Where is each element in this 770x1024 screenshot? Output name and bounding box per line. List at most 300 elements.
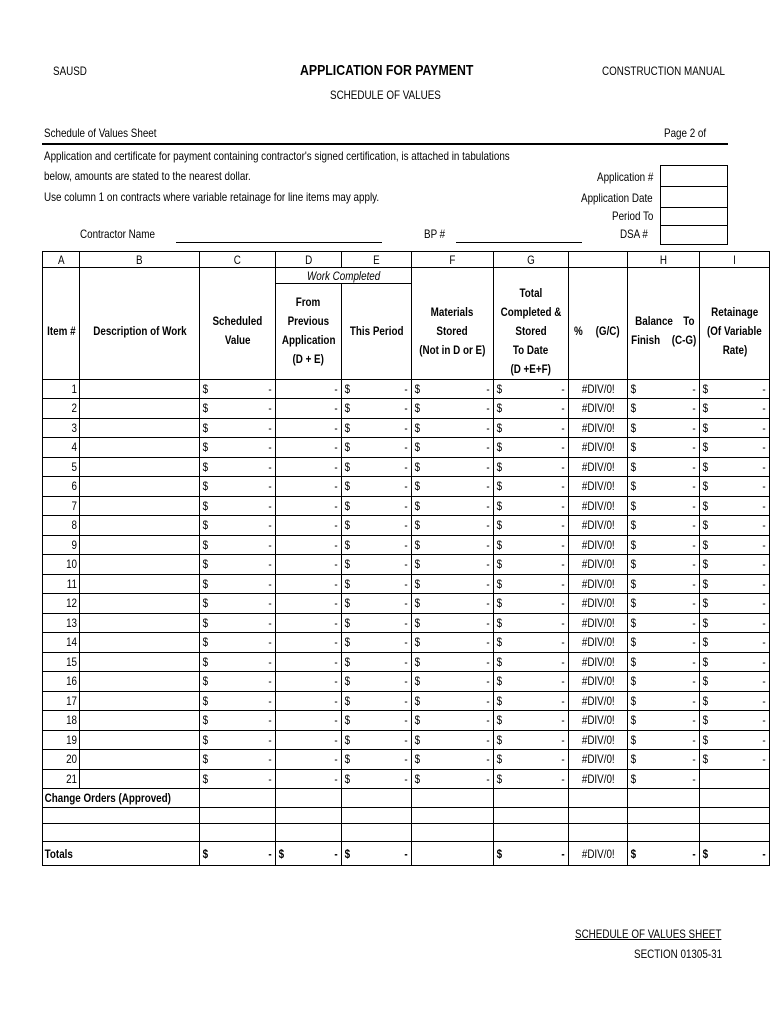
retainage-cell[interactable] <box>700 438 770 458</box>
dash-value: - <box>762 596 766 611</box>
balance-cell[interactable] <box>628 477 700 497</box>
blank-cell[interactable] <box>568 824 628 842</box>
scheduled-value-cell[interactable] <box>200 496 276 516</box>
dollar-sign: $ <box>630 420 637 435</box>
balance-cell[interactable] <box>628 672 700 692</box>
total-completed-cell[interactable] <box>493 399 568 419</box>
retainage-cell[interactable] <box>700 555 770 575</box>
description-cell[interactable] <box>80 730 200 750</box>
blank-cell[interactable] <box>628 808 700 824</box>
retainage-cell[interactable] <box>700 672 770 692</box>
scheduled-value-cell[interactable] <box>200 594 276 614</box>
percent-cell: #DIV/0! <box>568 691 628 711</box>
balance-cell[interactable] <box>628 535 700 555</box>
from-previous-cell[interactable] <box>275 399 341 419</box>
this-period-cell[interactable] <box>342 750 412 770</box>
dash-value: - <box>762 654 766 669</box>
materials-stored-cell[interactable] <box>411 496 493 516</box>
total-completed-cell[interactable] <box>493 613 568 633</box>
description-cell[interactable] <box>80 477 200 497</box>
period-to-field[interactable] <box>660 207 728 226</box>
change-orders-cell[interactable] <box>275 789 341 808</box>
dash-value: - <box>560 846 565 861</box>
description-cell[interactable] <box>80 574 200 594</box>
balance-cell[interactable] <box>628 594 700 614</box>
description-cell[interactable] <box>80 555 200 575</box>
table-row <box>43 574 770 594</box>
total-completed-cell[interactable] <box>493 555 568 575</box>
dash-value: - <box>334 752 338 767</box>
description-cell[interactable] <box>80 457 200 477</box>
from-previous-cell[interactable] <box>275 613 341 633</box>
materials-stored-cell[interactable] <box>411 535 493 555</box>
dash-value: - <box>762 381 766 396</box>
change-orders-cell[interactable] <box>568 789 628 808</box>
item-number: 10 <box>43 555 80 575</box>
materials-stored-cell[interactable] <box>411 379 493 399</box>
dollar-sign: $ <box>344 732 351 747</box>
scheduled-value-cell[interactable] <box>200 477 276 497</box>
this-period-cell[interactable] <box>342 555 412 575</box>
description-cell[interactable] <box>80 691 200 711</box>
balance-cell[interactable] <box>628 418 700 438</box>
materials-stored-cell[interactable] <box>411 594 493 614</box>
balance-cell[interactable] <box>628 750 700 770</box>
total-completed-cell[interactable] <box>493 652 568 672</box>
table-row <box>43 379 770 399</box>
balance-cell[interactable] <box>628 438 700 458</box>
description-cell[interactable] <box>80 769 200 789</box>
dash-value: - <box>268 498 272 513</box>
dollar-sign: $ <box>344 440 351 455</box>
dollar-sign: $ <box>414 674 421 689</box>
dash-value: - <box>762 674 766 689</box>
blank-cell[interactable] <box>411 824 493 842</box>
dash-value: - <box>334 654 338 669</box>
balance-cell[interactable] <box>628 691 700 711</box>
from-previous-cell[interactable] <box>275 711 341 731</box>
dash-value: - <box>560 752 565 767</box>
item-number: 14 <box>43 633 80 653</box>
balance-cell[interactable] <box>628 652 700 672</box>
table-row <box>43 730 770 750</box>
description-cell[interactable] <box>80 711 200 731</box>
dash-value: - <box>692 576 696 591</box>
description-cell[interactable] <box>80 594 200 614</box>
this-period-cell[interactable] <box>342 711 412 731</box>
description-header: Description of Work <box>80 284 200 380</box>
item-no-header: Item # <box>43 284 80 380</box>
dash-value: - <box>560 596 565 611</box>
total-completed-cell[interactable] <box>493 535 568 555</box>
from-previous-cell[interactable] <box>275 750 341 770</box>
retainage-cell[interactable] <box>700 633 770 653</box>
from-previous-cell[interactable] <box>275 633 341 653</box>
total-completed <box>493 842 568 866</box>
total-completed-cell[interactable] <box>493 496 568 516</box>
dash-value: - <box>334 420 338 435</box>
scheduled-value-cell[interactable] <box>200 535 276 555</box>
dash-value: - <box>560 381 565 396</box>
percent-cell: #DIV/0! <box>568 730 628 750</box>
scheduled-value-cell[interactable] <box>200 379 276 399</box>
materials-stored-cell[interactable] <box>411 418 493 438</box>
table-row <box>43 535 770 555</box>
blank-cell[interactable] <box>493 824 568 842</box>
description-cell[interactable] <box>80 652 200 672</box>
scheduled-value-cell[interactable] <box>200 672 276 692</box>
from-previous-cell[interactable] <box>275 516 341 536</box>
this-period-cell[interactable] <box>342 457 412 477</box>
from-previous-cell[interactable] <box>275 496 341 516</box>
change-orders-cell[interactable] <box>628 789 700 808</box>
this-period-cell[interactable] <box>342 769 412 789</box>
cg-word: (C-G) <box>671 333 697 347</box>
scheduled-value-cell[interactable] <box>200 691 276 711</box>
dash-value: - <box>485 557 490 572</box>
retainage-cell[interactable] <box>700 477 770 497</box>
scheduled-value-cell[interactable] <box>200 418 276 438</box>
table-row <box>43 652 770 672</box>
from-previous-cell[interactable] <box>275 555 341 575</box>
dash-value: - <box>334 596 338 611</box>
dash-value: - <box>762 537 766 552</box>
materials-stored-cell[interactable] <box>411 457 493 477</box>
scheduled-value-header: Scheduled Value <box>200 284 276 380</box>
dash-value: - <box>404 635 408 650</box>
balance-cell[interactable] <box>628 574 700 594</box>
retainage-cell[interactable] <box>700 399 770 419</box>
scheduled-value-cell[interactable] <box>200 399 276 419</box>
total-completed-cell[interactable] <box>493 477 568 497</box>
dash-value: - <box>762 732 766 747</box>
scheduled-value-cell[interactable] <box>200 516 276 536</box>
materials-stored-cell[interactable] <box>411 574 493 594</box>
scheduled-value-cell[interactable] <box>200 555 276 575</box>
retainage-cell[interactable] <box>700 730 770 750</box>
totals-label: Totals <box>43 842 200 866</box>
dash-value: - <box>334 381 338 396</box>
dollar-sign: $ <box>630 459 637 474</box>
dollar-sign: $ <box>344 752 351 767</box>
table-row <box>43 438 770 458</box>
description-cell[interactable] <box>80 399 200 419</box>
retainage-cell[interactable] <box>700 613 770 633</box>
this-period-cell[interactable] <box>342 438 412 458</box>
total-completed-cell[interactable] <box>493 594 568 614</box>
dash-value: - <box>334 615 338 630</box>
description-cell[interactable] <box>80 379 200 399</box>
this-period-cell[interactable] <box>342 574 412 594</box>
retainage-cell[interactable] <box>700 691 770 711</box>
materials-stored-cell[interactable] <box>411 399 493 419</box>
scheduled-value-cell[interactable] <box>200 730 276 750</box>
balance-cell[interactable] <box>628 633 700 653</box>
blank-cell[interactable] <box>493 808 568 824</box>
from-previous-cell[interactable] <box>275 438 341 458</box>
retainage-cell[interactable] <box>700 652 770 672</box>
materials-stored-cell[interactable] <box>411 555 493 575</box>
dollar-sign: $ <box>344 498 351 513</box>
total-completed-cell[interactable] <box>493 691 568 711</box>
dollar-sign: $ <box>496 420 502 435</box>
retainage-cell[interactable] <box>700 496 770 516</box>
retainage-cell[interactable] <box>700 769 770 789</box>
retainage-cell[interactable] <box>700 574 770 594</box>
dash-value: - <box>560 674 565 689</box>
total-percent: #DIV/0! <box>568 842 628 866</box>
percent-cell: #DIV/0! <box>568 418 628 438</box>
blank-cell[interactable] <box>43 808 200 824</box>
dollar-sign: $ <box>278 846 284 861</box>
change-orders-cell[interactable] <box>411 789 493 808</box>
dollar-sign: $ <box>630 713 637 728</box>
dollar-sign: $ <box>202 635 209 650</box>
dash-value: - <box>485 420 490 435</box>
application-date-field[interactable] <box>660 186 728 208</box>
dash-value: - <box>560 654 565 669</box>
bp-field[interactable] <box>456 242 582 243</box>
dollar-sign: $ <box>630 846 637 861</box>
dollar-sign: $ <box>414 615 421 630</box>
from-previous-cell[interactable] <box>275 379 341 399</box>
this-period-cell[interactable] <box>342 379 412 399</box>
description-cell[interactable] <box>80 418 200 438</box>
this-period-cell[interactable] <box>342 516 412 536</box>
finish-word: Finish <box>631 333 661 347</box>
total-completed-cell[interactable] <box>493 457 568 477</box>
this-period-cell[interactable] <box>342 496 412 516</box>
total-completed-cell[interactable] <box>493 750 568 770</box>
dollar-sign: $ <box>202 557 209 572</box>
materials-stored-cell[interactable] <box>411 633 493 653</box>
page-number: Page 2 of <box>664 126 707 140</box>
balance-cell[interactable] <box>628 516 700 536</box>
dash-value: - <box>560 498 565 513</box>
contractor-name-field[interactable] <box>176 242 382 243</box>
blank-cell[interactable] <box>275 808 341 824</box>
dash-value: - <box>334 537 338 552</box>
this-period-cell[interactable] <box>342 613 412 633</box>
dsa-field[interactable] <box>660 225 728 245</box>
description-cell[interactable] <box>80 516 200 536</box>
total-completed-cell[interactable] <box>493 672 568 692</box>
dash-value: - <box>485 693 490 708</box>
blank-cell[interactable] <box>342 808 412 824</box>
scheduled-value-cell[interactable] <box>200 574 276 594</box>
total-completed-cell[interactable] <box>493 769 568 789</box>
dollar-sign: $ <box>702 635 709 650</box>
dollar-sign: $ <box>496 381 502 396</box>
dash-value: - <box>485 576 490 591</box>
balance-cell[interactable] <box>628 730 700 750</box>
from-previous-cell[interactable] <box>275 535 341 555</box>
column-letter-b: B <box>80 252 200 268</box>
blank-cell[interactable] <box>568 808 628 824</box>
blank-cell[interactable] <box>43 824 200 842</box>
from-previous-cell[interactable] <box>275 691 341 711</box>
description-cell[interactable] <box>80 750 200 770</box>
dollar-sign: $ <box>630 693 637 708</box>
dash-value: - <box>485 401 490 416</box>
total-completed-cell[interactable] <box>493 418 568 438</box>
dollar-sign: $ <box>702 674 709 689</box>
this-period-cell[interactable] <box>342 477 412 497</box>
balance-cell[interactable] <box>628 711 700 731</box>
retainage-cell[interactable] <box>700 535 770 555</box>
total-completed-cell[interactable] <box>493 711 568 731</box>
description-cell[interactable] <box>80 496 200 516</box>
change-orders-cell[interactable] <box>200 789 276 808</box>
header-band-cell <box>200 268 276 284</box>
dash-value: - <box>560 713 565 728</box>
description-cell[interactable] <box>80 633 200 653</box>
dash-value: - <box>692 693 696 708</box>
retainage-cell[interactable] <box>700 457 770 477</box>
blank-cell[interactable] <box>700 808 770 824</box>
total-balance <box>628 842 700 866</box>
balance-cell[interactable] <box>628 457 700 477</box>
table-row <box>43 516 770 536</box>
from-previous-cell[interactable] <box>275 574 341 594</box>
dollar-sign: $ <box>414 596 421 611</box>
materials-stored-cell[interactable] <box>411 711 493 731</box>
balance-cell[interactable] <box>628 399 700 419</box>
dollar-sign: $ <box>630 537 637 552</box>
dash-value: - <box>692 674 696 689</box>
from-previous-cell[interactable] <box>275 594 341 614</box>
change-orders-cell[interactable] <box>342 789 412 808</box>
change-orders-cell[interactable] <box>700 789 770 808</box>
this-period-cell[interactable] <box>342 672 412 692</box>
column-letter-e: E <box>342 252 412 268</box>
balance-cell[interactable] <box>628 613 700 633</box>
total-completed-cell[interactable] <box>493 516 568 536</box>
dash-value: - <box>692 615 696 630</box>
table-row <box>43 418 770 438</box>
balance-cell[interactable] <box>628 496 700 516</box>
total-completed-cell[interactable] <box>493 730 568 750</box>
retainage-cell[interactable] <box>700 594 770 614</box>
this-period-cell[interactable] <box>342 594 412 614</box>
from-previous-cell[interactable] <box>275 418 341 438</box>
balance-word: Balance <box>635 314 673 328</box>
scheduled-value-cell[interactable] <box>200 711 276 731</box>
total-completed-cell[interactable] <box>493 633 568 653</box>
dash-value: - <box>404 518 408 533</box>
blank-cell[interactable] <box>700 824 770 842</box>
from-previous-cell[interactable] <box>275 672 341 692</box>
dollar-sign: $ <box>630 732 637 747</box>
dollar-sign: $ <box>630 401 637 416</box>
dash-value: - <box>404 479 408 494</box>
item-number: 2 <box>43 399 80 419</box>
scheduled-value-cell[interactable] <box>200 652 276 672</box>
blank-cell[interactable] <box>200 808 276 824</box>
dash-value: - <box>404 693 408 708</box>
total-completed-cell[interactable] <box>493 574 568 594</box>
scheduled-value-cell[interactable] <box>200 750 276 770</box>
from-previous-cell[interactable] <box>275 730 341 750</box>
item-number: 1 <box>43 379 80 399</box>
total-completed-cell[interactable] <box>493 379 568 399</box>
dash-value: - <box>692 537 696 552</box>
materials-stored-cell[interactable] <box>411 769 493 789</box>
description-cell[interactable] <box>80 672 200 692</box>
scheduled-value-cell[interactable] <box>200 633 276 653</box>
materials-stored-cell[interactable] <box>411 477 493 497</box>
retainage-cell[interactable] <box>700 418 770 438</box>
description-cell[interactable] <box>80 438 200 458</box>
balance-cell[interactable] <box>628 555 700 575</box>
change-orders-cell[interactable] <box>493 789 568 808</box>
table-row <box>43 691 770 711</box>
this-period-cell[interactable] <box>342 652 412 672</box>
from-previous-cell[interactable] <box>275 477 341 497</box>
scheduled-value-cell[interactable] <box>200 438 276 458</box>
materials-stored-cell[interactable] <box>411 516 493 536</box>
materials-stored-cell[interactable] <box>411 750 493 770</box>
materials-stored-cell[interactable] <box>411 730 493 750</box>
dollar-sign: $ <box>414 537 421 552</box>
blank-cell[interactable] <box>275 824 341 842</box>
this-period-cell[interactable] <box>342 535 412 555</box>
dash-value: - <box>692 440 696 455</box>
dash-value: - <box>762 576 766 591</box>
dash-value: - <box>485 615 490 630</box>
scheduled-value-cell[interactable] <box>200 613 276 633</box>
retainage-cell[interactable] <box>700 750 770 770</box>
blank-cell[interactable] <box>342 824 412 842</box>
blank-cell[interactable] <box>200 824 276 842</box>
balance-cell[interactable] <box>628 379 700 399</box>
dash-value: - <box>485 732 490 747</box>
dash-value: - <box>404 615 408 630</box>
materials-stored-cell[interactable] <box>411 691 493 711</box>
scheduled-value-cell[interactable] <box>200 769 276 789</box>
this-period-cell[interactable] <box>342 730 412 750</box>
blank-cell[interactable] <box>628 824 700 842</box>
this-period-cell[interactable] <box>342 691 412 711</box>
dash-value: - <box>334 732 338 747</box>
materials-stored-cell[interactable] <box>411 438 493 458</box>
description-cell[interactable] <box>80 535 200 555</box>
balance-cell[interactable] <box>628 769 700 789</box>
retainage-cell[interactable] <box>700 711 770 731</box>
dash-value: - <box>692 498 696 513</box>
materials-stored-cell[interactable] <box>411 613 493 633</box>
materials-stored-cell[interactable] <box>411 672 493 692</box>
dash-value: - <box>560 459 565 474</box>
from-previous-cell[interactable] <box>275 769 341 789</box>
materials-stored-cell[interactable] <box>411 652 493 672</box>
this-period-cell[interactable] <box>342 399 412 419</box>
from-previous-cell[interactable] <box>275 457 341 477</box>
blank-cell[interactable] <box>411 808 493 824</box>
description-cell[interactable] <box>80 613 200 633</box>
from-previous-cell[interactable] <box>275 652 341 672</box>
scheduled-value-cell[interactable] <box>200 457 276 477</box>
this-period-cell[interactable] <box>342 418 412 438</box>
this-period-cell[interactable] <box>342 633 412 653</box>
total-completed-cell[interactable] <box>493 438 568 458</box>
dash-value: - <box>334 713 338 728</box>
retainage-cell[interactable] <box>700 379 770 399</box>
retainage-cell[interactable] <box>700 516 770 536</box>
dash-value: - <box>268 752 272 767</box>
application-no-field[interactable] <box>660 165 728 187</box>
dash-value: - <box>692 420 696 435</box>
